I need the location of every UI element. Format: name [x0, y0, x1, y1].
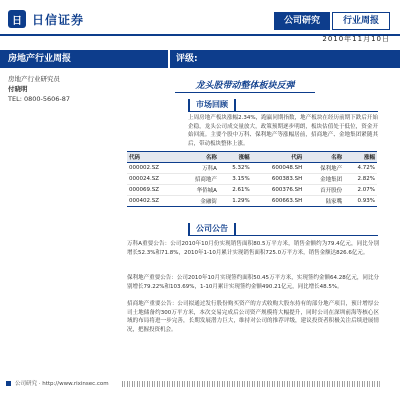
section-divider	[188, 111, 378, 112]
left-sidebar	[0, 50, 110, 380]
table-cell: 首开股份	[304, 185, 344, 196]
analyst-info	[8, 74, 108, 104]
table-cell: 2.07%	[344, 185, 377, 196]
table-cell: 4.72%	[344, 163, 377, 174]
logo-text: 日信证券	[32, 12, 85, 27]
table-cell: 金融街	[179, 196, 219, 207]
company-news-paragraph: 保利地产重要公告：公司2010年10月实现签约面积50.45万平方米，实现签约金额64.28亿元，同比分别增长79.22%和103.69%，1-10月累计实现签约金额490.21亿元，同比增长48.5%。	[127, 275, 379, 290]
footer-barcode	[122, 381, 382, 387]
table-cell: 陆家嘴	[304, 196, 344, 207]
stock-table	[127, 151, 377, 207]
footer-text: 公司研究 · http://www.rixinsec.com	[15, 381, 109, 387]
report-type-tab: 行业周报	[332, 12, 390, 30]
table-cell: 600663.SH	[252, 196, 305, 207]
table-header-cell: 代码	[127, 152, 179, 163]
report-date: 2010年11月10日	[322, 35, 390, 43]
table-cell: 金地集团	[304, 174, 344, 185]
table-cell: 2.61%	[219, 185, 252, 196]
table-cell: 600376.SH	[252, 185, 305, 196]
section-divider	[188, 235, 378, 236]
report-header	[0, 0, 400, 46]
table-header-cell: 名称	[179, 152, 219, 163]
table-header-row	[127, 152, 377, 163]
analyst-name: 付晓明	[8, 85, 28, 93]
table-cell: 华侨城A	[179, 185, 219, 196]
report-title: 龙头股带动整体板块反弹	[175, 78, 315, 93]
table-header-cell: 代码	[252, 152, 305, 163]
industry-banner: 房地产行业周报	[0, 50, 168, 68]
rating-banner: 评级:	[170, 50, 400, 68]
table-cell: 2.82%	[344, 174, 377, 185]
logo-mark-icon: 日	[8, 10, 26, 28]
table-cell: 3.15%	[219, 174, 252, 185]
company-news-paragraph: 万科A重要公告：公司2010年10月份实现销售面积80.5万平方米，销售金额约为79.4亿元，同比分别增长52.3%和71.8%，2010年1-10月累计实现销售面积725.0万平方米，销售金额达826.6亿元。	[127, 241, 379, 256]
table-header-cell: 涨幅	[344, 152, 377, 163]
footer-bullet-icon	[6, 381, 11, 386]
table-header-cell: 涨幅	[219, 152, 252, 163]
header-tabs	[274, 12, 390, 30]
table-header-cell: 名称	[304, 152, 344, 163]
table-row	[127, 196, 377, 207]
company-news-paragraph: 招商地产重要公告：公司拟通过发行股份购买资产的方式收购大股东持有的部分地产项目，预计增厚公司土地储备约300万平方米，本次交易完成后公司资产规模将大幅提升，同时公司在深圳前海等核心区域的布局将进一步完善，长期发展潜力巨大，维持对公司的推荐评级，建议投资者积极关注后续进展情况，把握投资机会。	[127, 301, 379, 333]
table-cell: 000002.SZ	[127, 163, 179, 174]
report-category-tab: 公司研究	[274, 12, 330, 30]
table-cell: 600048.SH	[252, 163, 305, 174]
table-cell: 600383.SH	[252, 174, 305, 185]
table-cell: 0.93%	[344, 196, 377, 207]
company-logo	[8, 8, 126, 30]
table-cell: 招商地产	[179, 174, 219, 185]
table-cell: 000402.SZ	[127, 196, 179, 207]
table-cell: 万科A	[179, 163, 219, 174]
table-cell: 保利地产	[304, 163, 344, 174]
section-market-review: 市场回顾	[188, 99, 236, 111]
table-cell: 5.32%	[219, 163, 252, 174]
table-cell: 000069.SZ	[127, 185, 179, 196]
table-row	[127, 174, 377, 185]
section-company-news: 公司公告	[188, 223, 236, 235]
market-review-paragraph: 上周房地产板块涨幅2.34%，跑赢同期指数，地产板块在经历前期下跌后开始企稳，龙头公司成交量放大，政策预期逐步明朗，板块估值处于低位，资金开始回流。主要个股中万科、保利地产等涨幅居前，招商地产、金地集团紧随其后，带动板块整体上涨。	[188, 115, 378, 147]
table-cell: 000024.SZ	[127, 174, 179, 185]
analyst-title: 房地产行业研究员	[8, 75, 60, 83]
table-cell: 1.29%	[219, 196, 252, 207]
analyst-phone: TEL: 0800-5606-87	[8, 95, 71, 103]
table-row	[127, 163, 377, 174]
table-row	[127, 185, 377, 196]
